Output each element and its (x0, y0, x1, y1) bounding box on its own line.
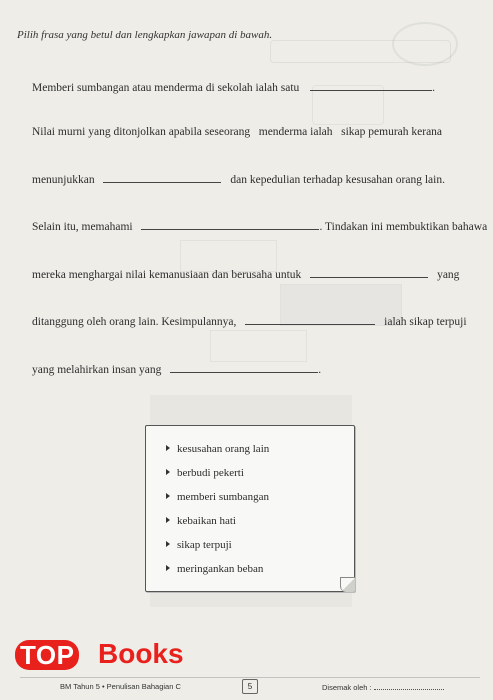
page-curl-corner (340, 577, 355, 592)
option-label: memberi sumbangan (177, 491, 269, 503)
footer-checked-by (322, 682, 444, 692)
option-label: meringankan beban (177, 563, 264, 575)
footer-divider (20, 677, 480, 678)
bullet-triangle-icon (166, 517, 170, 523)
answer-blank-2[interactable] (103, 172, 221, 183)
topbooks-logo-text: Books (98, 638, 184, 669)
phrase-options-box (145, 425, 355, 592)
option-label: kesusahan orang lain (177, 443, 270, 455)
checked-by-label: Disemak oleh : (322, 683, 372, 692)
answer-blank-3[interactable] (141, 219, 319, 230)
passage-text: ditanggung oleh orang lain. Kesimpulannya, (32, 316, 237, 328)
answer-blank-6[interactable] (170, 362, 318, 373)
option-label: kebaikan hati (177, 515, 236, 527)
footer-book-title: BM Tahun 5 • Penulisan Bahagian C (60, 682, 181, 691)
passage-line-7 (32, 362, 321, 376)
passage-text: menunjukkan (32, 174, 95, 186)
topbooks-logo-badge: TOP (15, 640, 79, 670)
passage-text: yang melahirkan insan yang (32, 364, 162, 376)
passage-text: dan kepedulian terhadap kesusahan orang lain. (230, 174, 445, 186)
bullet-triangle-icon (166, 493, 170, 499)
passage-line-3 (32, 172, 445, 186)
option-label: sikap terpuji (177, 539, 232, 551)
passage-line-4 (32, 219, 487, 233)
option-label: berbudi pekerti (177, 467, 244, 479)
passage-text: Nilai murni yang ditonjolkan apabila seseorang menderma ialah sikap pemurah kerana (32, 126, 443, 138)
option-item[interactable] (166, 539, 232, 551)
passage-text: . (318, 364, 322, 376)
page-number: 5 (242, 679, 258, 694)
passage-text: mereka menghargai nilai kemanusiaan dan berusaha untuk (32, 269, 302, 281)
option-item[interactable] (166, 467, 244, 479)
option-item[interactable] (166, 491, 269, 503)
passage-line-2 (32, 126, 442, 138)
passage-text: . Tindakan ini membuktikan bahawa (319, 221, 488, 233)
instruction-text: Pilih frasa yang betul dan lengkapkan jawapan di bawah. (17, 29, 273, 41)
passage-text: Selain itu, memahami (32, 221, 133, 233)
passage-text: yang (437, 269, 460, 281)
passage-line-5 (32, 267, 459, 281)
bullet-triangle-icon (166, 445, 170, 451)
option-item[interactable] (166, 563, 263, 575)
answer-blank-1[interactable] (310, 80, 432, 91)
option-item[interactable] (166, 443, 269, 455)
bullet-triangle-icon (166, 565, 170, 571)
passage-text: . (432, 82, 436, 94)
bullet-triangle-icon (166, 541, 170, 547)
passage-line-1 (32, 80, 435, 94)
passage-line-6 (32, 314, 467, 328)
signature-blank[interactable] (374, 682, 444, 690)
passage-text: Memberi sumbangan atau menderma di sekolah ialah satu (32, 82, 300, 94)
passage-text: ialah sikap terpuji (384, 316, 467, 328)
answer-blank-5[interactable] (245, 314, 375, 325)
bleed-through-title (270, 40, 451, 63)
answer-blank-4[interactable] (310, 267, 428, 278)
option-item[interactable] (166, 515, 236, 527)
bleed-through-box (210, 330, 307, 362)
bullet-triangle-icon (166, 469, 170, 475)
